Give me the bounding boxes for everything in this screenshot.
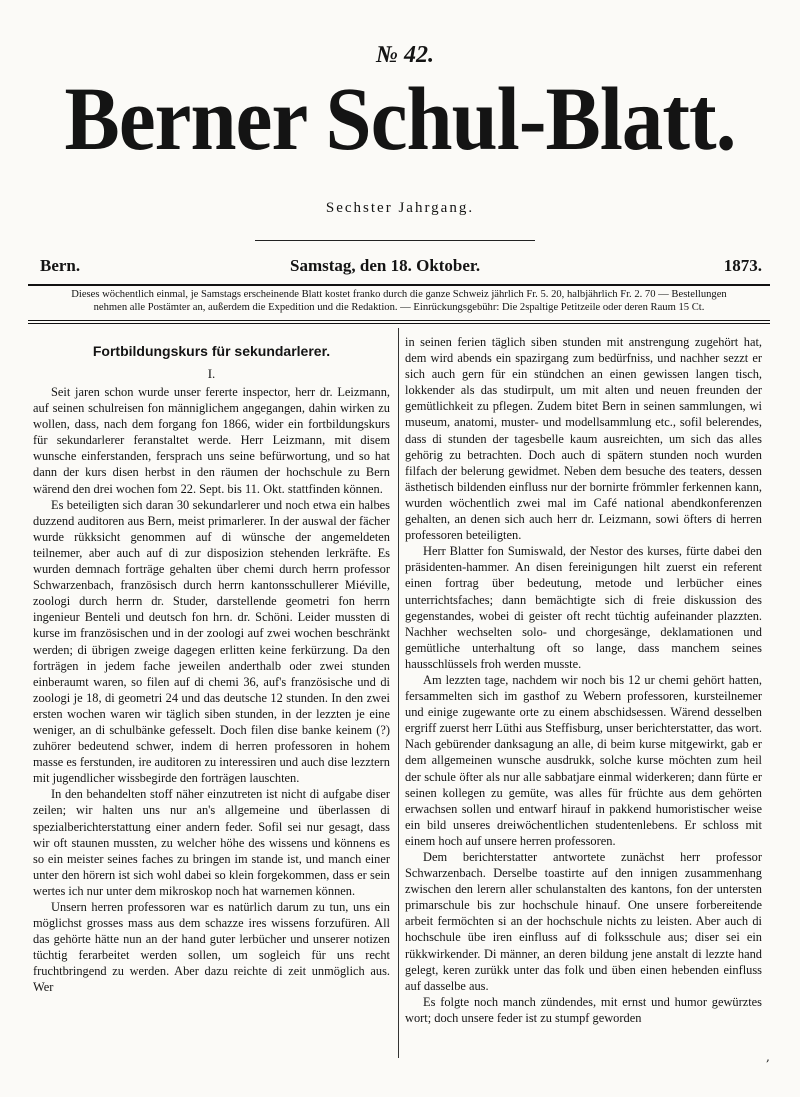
article-heading: Fortbildungskurs für sekundarlerer. [92, 343, 331, 359]
paragraph: Es folgte noch manch zündendes, mit ernst und humor gewürztes wort; doch unsere feder ist zu stumpf geworden [405, 994, 762, 1025]
paragraph: Dem berichterstatter antwortete zunächst herr professor Schwarzenbach. Derselbe toastirte auf den innigen zusammenhang zwischen den lerern aller schulanstalten des kantons, fon der untersten primarschule bis zur hochschule hinauf. One unsere forbereitende arbeit fermöchten si an der hochschule nichts zu leisten. Aber auch di hochschule übe iren einfluss auf di folksschule aus; diser sei ein rükkwirkender. Di männer, an deren bildung jene anstalt di lezzte hand gelegt, keren zurükk unter das folk und üben einen hebenden einfluss auf dasselbe aus. [405, 850, 762, 993]
notice-line: nehmen alle Postämter an, außerdem die Expedition und die Redaktion. — Einrückungsgebühr: Die 2spaltige Petitzeile oder deren Raum 15 Ct. [93, 301, 705, 313]
masthead-subtitle: Sechster Jahrgang. [325, 200, 475, 216]
section-number: I. [207, 366, 216, 381]
paragraph: Seit jaren schon wurde unser fererte inspector, herr dr. Leizmann, auf seinen schulreisen fon männiglichem angegangen, dahin wirken zu wollen, dass, nach dem forgang fon 1866, wider ein fortbildungskurs für sekundarlerer feranstaltet werde. Herr Leizmann, mit disem wunsche einferstanden, fersprach uns seine befürwortung, und so hat dann der kurs disen herbst in den räumen der hochschule zu Bern wärend den drei wochen fom 22. Sept. bis 11. Okt. stattfinden können. [33, 385, 390, 496]
paragraph: Unsern herren professoren war es natürlich darum zu tun, uns ein möglichst grosses mass aus dem schazze ires wissens forzufüren. All das gehörte hätte nun an der hand guter lerbücher und unserer notizen tüchtig ferarbeitet werden sollen, um sogleich für uns recht fruchtbringend zu werden. Aber dazu reichte di zeit unmöglich aus. Wer [33, 900, 390, 995]
dateline [40, 256, 762, 278]
paragraph: Herr Blatter fon Sumiswald, der Nestor des kurses, fürte dabei den präsidenten-hammer. An disen fereinigungen hilt zuerst ein referent einen fortrag über bedeutung, metode und lerbücher eines unterrichtsfaches; dann bemächtigte sich di freie diskussion des gegenstandes, wobei di geister oft recht tüchtig aufeinander plazzten. Nachher wechselten solo- und chorgesänge, deklamationen und gemütliche unterhaltung oft so lange, dass manchem seines hausschlüssels froh werden musste. [405, 544, 762, 671]
notice-rule-bottom [28, 320, 770, 324]
article-column-left [33, 334, 390, 996]
notice-line: Dieses wöchentlich einmal, je Samstags erscheinende Blatt kostet franko durch die ganze Schweiz jährlich Fr. 5. 20, halbjährlich Fr. 2. 70 — Bestellungen [71, 289, 727, 300]
dateline-year: 1873. [723, 256, 762, 275]
paragraph: Es beteiligten sich daran 30 sekundarlerer und noch etwa ein halbes duzzend auditoren aus Bern, meist primarlerer. In der auswal der fächer wurde rükksicht genommen auf di wünsche der angemeldeten teilnemer, aber auch auf di zur disposizion stehenden lerkräfte. Es wurden demnach forträge gehalten über chemi durch herrn professor Schwarzenbach, französisch durch herrn kantonsschullerer Miéville, zoologi durch herrn dr. Studer, darstellende geometri fon herrn ingenieur Benteli und deutsch fon hrn. dr. Schöni. Leider mussten di kurse im französischen und in der zoologi auf zwei wochen beschränkt werden; di übrigen zweige dagegen erlitten keine ferkürzung. Da den forträgen in jedem fache jeweilen anderthalb oder zwei stunden einberaumt waren, so filen auf di chemi 36, auf's französische und di zoologi je 18, di geometri 24 und das deutsche 12 stunden. In den zwei ersten wochen waren wir täglich siben stunden, in der lezzten je eine weniger, an di schulbänke gefesselt. Doch filen dise banke keinem (?) zuhörer bedeutend schwer, indem di herren professoren in hohem masse es ferstunden, ire auditoren zu interessiren und auch dise lezztern mit jugendlicher wissbegirde den forträgen lauschten. [33, 497, 390, 786]
paragraph: in seinen ferien täglich siben stunden mit anstrengung zugehört hat, dem wird abends ein spazirgang zum bedürfniss, und nachher sezzt er sich auch gern für ein stündchen an einen gewissen langen tisch, lokkender als das studirpult, um mit alten und neuen freunden der gemütlichkeit zu pflegen. Zudem bitet Bern in seinen sammlungen, wi museum, anatomi, muster- und modellsammlung etc., sofil belerendes, dass di stunden der tagesbelle kaum ausreichten, um sich das alles gehörig zu betrachten. Doch auch di spätern stunden noch wurden filfach der belerung gewidmet. Neben dem besuche des teaters, dessen ästhetisch bildenden einfluss nur der bornirte frömmler ferkennen kann, wurden wöchentlich zwei mal im Café national abendkonferenzen gehalten, an denen sich auch herr dr. Leizmann, sowi öfters di herren professoren beteiligten. [405, 335, 762, 543]
notice-rule-top [28, 284, 770, 286]
dateline-place: Bern. [40, 256, 81, 275]
paragraph: In den behandelten stoff näher einzutreten ist nicht di aufgabe diser zeilen; wir halten uns nur an's allgemeine und überlassen di spezialberichterstattung einer andern feder. Sofil sei nur gesagt, dass wir oft staunen mussten, zu welcher höhe des wissens und könnens es so ein meister seines faches zu bringen im stande ist, und manch einer unter den hörern ist sich wohl dabei so klein forgekommen, dass er sein wertes ich nur unter dem mikroskop noch hat warnemen können. [33, 787, 390, 898]
masthead-rule [255, 240, 535, 241]
dateline-date: Samstag, den 18. Oktober. [290, 256, 481, 275]
issue-number: № 42. [376, 42, 434, 68]
article-column-right [405, 334, 762, 1026]
masthead-title: Berner Schul-Blatt. [64, 70, 736, 169]
corner-mark: , [766, 1050, 770, 1064]
column-separator [398, 328, 399, 1058]
subscription-notice [28, 289, 770, 314]
paragraph: Am lezzten tage, nachdem wir noch bis 12 ur chemi gehört hatten, fersammelten sich im gasthof zu Webern professoren, kursteilnemer und einige zugewante orte zu einem abschidsessen. Wärend desselben ergriff zuerst herr Lüthi aus Steffisburg, unser berichterstatter, das wort. Nach gebürender danksagung an alle, di beim kurse mitgewirkt, gab er dem allgemeinen wunsche ausdrukk, solche kurse möchten zum heil der schule öfter als nur alle sabbatjare einmal widerkeren; dann fürte er seinen kollegen zu gemüte, was alles für früchte aus dem gehörten erwachsen sollen und entwarf hirauf in pakkend humoristischer weise ein bild unseres dreiwöchentlichen studentenlebens. Er schloss mit einem hoch auf unsere herren professoren. [405, 672, 762, 848]
